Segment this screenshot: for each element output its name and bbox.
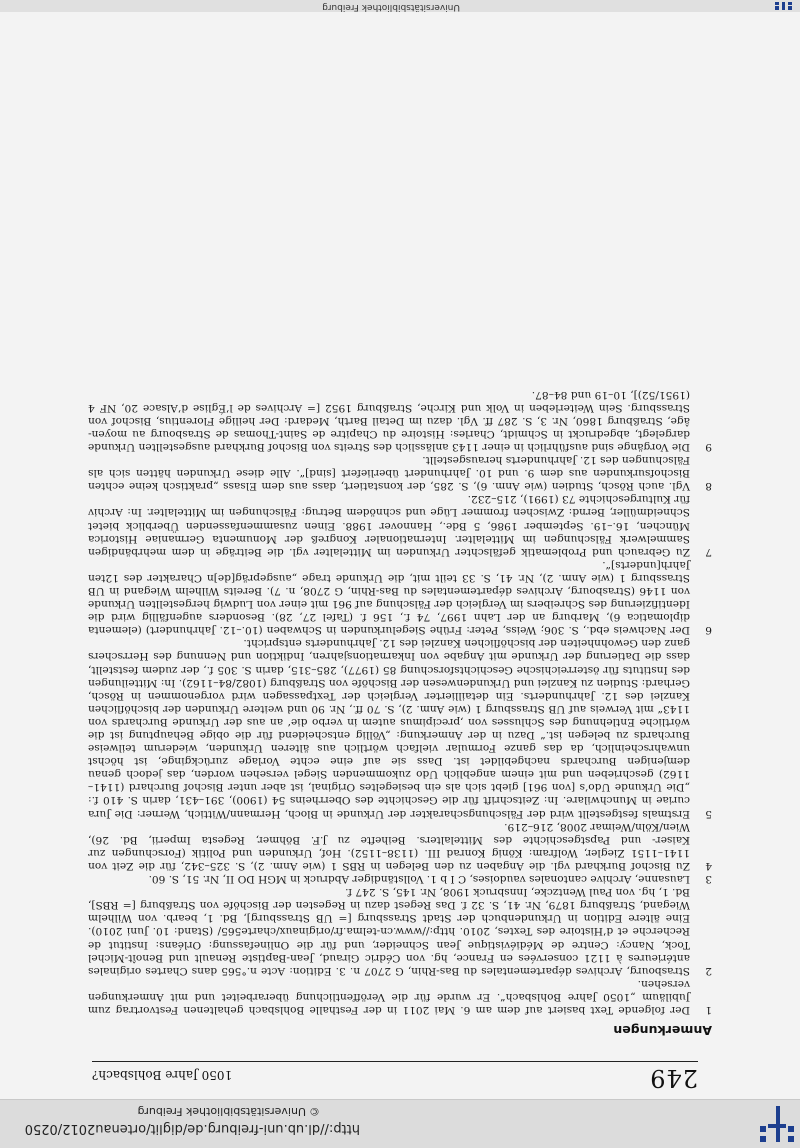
footnote: [88, 453, 712, 492]
footnote-text: Zu Gebrauch und Problematik gefälschter Urkunden im Mittelalter vgl. die Beiträge in dem mehrbändigen Sammelwerk Fälschungen im Mittelalter. Internationaler Kongreß der Monumenta Germaniae Historica München, 16.–19. September 1986, 5 Bde., Hannover 1988. Einen zusammenfassenden Überblick bietet Schneidmüller, Bernd: Zwischen frommer Lüge und schnödem Betrug: Fälschungen im Mittelalter. In: Archiv für Kulturgeschichte 73 (1991), 215–232.: [88, 493, 690, 558]
footnote-number: 9: [705, 440, 712, 453]
footer-library-name: Universitätsbibliothek Freiburg: [322, 2, 460, 12]
library-credit: [138, 1105, 320, 1118]
footnote-number: 4: [705, 859, 712, 872]
footnote-text: Vgl. auch Rösch, Studien (wie Anm. 6), S. 285, der konstatiert, dass aus dem Elsass „praktisch keine echten Bischofsurkunden aus dem 9. und 10. Jahrhundert überliefert [sind]“. Alle diese Urkunden hätten sich als Fälschungen des 12. Jahrhunderts herausgestellt.: [88, 454, 690, 493]
viewer-header: [0, 1099, 800, 1148]
footnote: [88, 872, 712, 885]
footnote-text: Der folgende Text basiert auf dem am 6. Mai 2011 in der Festhalle Bohlsbach gehaltenen Festvortrag zum Jubiläum „1050 Jahre Bohlsbach“. Er wurde für die Veröffentlichung überarbeitet und mit Anmerkungen versehen.: [88, 977, 690, 1016]
footnote-number: 7: [705, 545, 712, 558]
document-url-link[interactable]: http://dl.ub.uni-freiburg.de/diglit/ortenau2012/0250: [24, 1121, 360, 1136]
footnote: [88, 885, 712, 977]
footnote-number: 1: [705, 1004, 712, 1016]
copyright-icon: ©: [309, 1105, 320, 1118]
university-logo-icon: [760, 1106, 794, 1142]
running-title: 1050 Jahre Bohlsbach?: [92, 1068, 233, 1082]
footnote-text: Die Vorgänge sind ausführlich in einer 1143 anlässlich des Streits von Bischof Burkhard ausgestellten Urkunde dargelegt, abgedruckt in Schmidt, Charles: Histoire du Chapitre de Saint-Thomas de Strasbourg au moyen-âge, Straßburg 1860, Nr. 3, S. 287 ff. Vgl. dazu im Detail Barth, Medard: Der heilige Florentius, Bischof von Strassburg. Sein Weiterleben in Volk und Kirche, Straßburg 1952 [= Archives de l’Église d’Alsace 20, NF 4 (1951/52)], 10–19 und 84–87.: [88, 388, 690, 453]
footnote: [88, 636, 712, 819]
footnote-text: Der Nachweis ebd., S. 306; Weiss, Peter: Frühe Siegelurkunden in Schwaben (10.–12. Jahrhundert) (elementa diplomatica 6), Marburg an der Lahn 1997, 74 f., 156 f. (Tafel 27, 28). Besonders augenfällig wird die Identifizierung des Schreibers im Vergleich der Fälschung auf 961 mit einer von Ludwig hergestellten Urkunde von 1146 (Strasbourg, Archives départementales du Bas-Rhin, G 2708, n. 7). Bereits Wilhelm Wiegand in UB Strassburg 1 (wie Anm. 2), Nr. 41, S. 33 teilt mit, die Urkunde trage „ausgepräg[de]n Charakter des 12ten Jahrh[underts]“.: [88, 558, 690, 637]
footnote-number: 5: [705, 807, 712, 820]
footnote-number: 8: [705, 480, 712, 493]
university-logo-small-icon: [774, 2, 792, 10]
footnote: [88, 388, 712, 453]
footnote-text: Strasbourg, Archives départementales du Bas-Rhin, G 2707 n. 3. Edition: Acte n.°565 dans Chartes originales antérieures à 1121 conservées en France, hg. von Cédric Giraud, Jean-Baptiste Renault und Benoît-Michel Tock, Nancy: Centre de Médiévistique Jean Schneider, und für die Onlinefassung: Orléans: Institut de Recherche et d’Histoire des Textes, 2010. http://www.cn-telma.fr/originaux/charte565/ (Stand: 10. Juni 2010). Eine ältere Edition in Urkundenbuch der Stadt Strassburg [= UB Strassburg], Bd. 1, bearb. von Wilhelm Wiegand, Straßburg 1879, Nr. 41, S. 32 f. Das Regest dazu in Regesten der Bischöfe von Straßburg [= RBS], Bd. 1, hg. von Paul Wentzcke, Innsbruck 1908, Nr. 145, S. 247 f.: [88, 886, 690, 977]
footnote: [88, 977, 712, 1016]
viewer-footer: [0, 0, 800, 12]
footnotes-list: [88, 388, 712, 1017]
page-number: 249: [649, 1064, 698, 1092]
footnote-text: Zu Bischof Burkhard vgl. die Angaben zu den Belegen in RBS 1 (wie Anm. 2), S. 325–342, für die Zeit von 1141–1151 Ziegler, Wolfram: König Konrad III. (1138–1152). Hof, Urkunden und Politik (Forschungen zur Kaiser- und Papstgeschichte des Mittelalters. Beihefte zu J.F. Böhmer, Regesta Imperii, Bd. 26), Wien/Köln/Weimar 2008, 216–219.: [88, 820, 690, 872]
footnote: [88, 558, 712, 637]
footnote-text: Lausanne, Archive cantonales vaudoises, C I b 1. Vollständiger Abdruck in MGH DO II, Nr. 51, S. 60.: [148, 873, 690, 886]
footnote-number: 2: [705, 964, 712, 977]
footnote: [88, 820, 712, 872]
running-head: [92, 1061, 698, 1092]
footnote: [88, 492, 712, 557]
footnote-number: 3: [705, 873, 712, 886]
footnote-number: 6: [705, 624, 712, 637]
footnote-text: Erstmals festgestellt wird der Fälschungscharakter der Urkunde in Bloch, Hermann/Wittich, Werner: Die Jura curiae in Munchwilare. In: Zeitschrift für die Geschichte des Oberrheins 54 (1900), 391–431, darin S. 410 f.: „Die Urkunde Udo’s [von 961] giebt sich als ein besiegeltes Original, ist aber unter Bischof Burchard (1141–1162) geschrieben und mit einem angeblich Udo zukommenden Siegel versehen worden, das jedoch genau demjenigen Burchards nachgebildet ist. Dass sie auf eine echte Vorlage zurückginge, ist höchst unwahrscheinlich, da das ganze Formular vielfach wörtlich aus älteren Urkunden, wiederum teilweise Burchards zu belegen ist.“ Dazu in der Anmerkung: „Völlig entscheidend für die obige Behauptung ist die wörtliche Entlehnung des Schlusses von ‚precipimus autem in verbo die‘ an aus der Urkunde Burchards von 1143“ mit Verweis auf UB Strassburg 1 (wie Anm. 2), S. 70 ff., Nr. 90 und weitere Urkunden der bischöflichen Kanzlei des 12. Jahrhunderts. Ein detaillierter Vergleich der Textpassagen wird vorgenommen in Rösch, Gerhard: Studien zu Kanzlei und Urkundenwesen der Bischöfe von Straßburg (1082/84–1162). In: Mitteilungen des Instituts für österreichische Geschichtsforschung 85 (1977), 285–315, darin S. 305 f., der zudem feststellt, dass die Datierung der Urkunde mit Angabe von Inkarnationsjahren, Indiktion und Nennung des Herrschers ganz den Gewohnheiten der bischöflichen Kanzlei des 12. Jahrhunderts entspricht.: [88, 637, 690, 820]
library-name: Universitätsbibliothek Freiburg: [137, 1105, 306, 1118]
section-heading: Anmerkungen: [613, 1023, 712, 1038]
